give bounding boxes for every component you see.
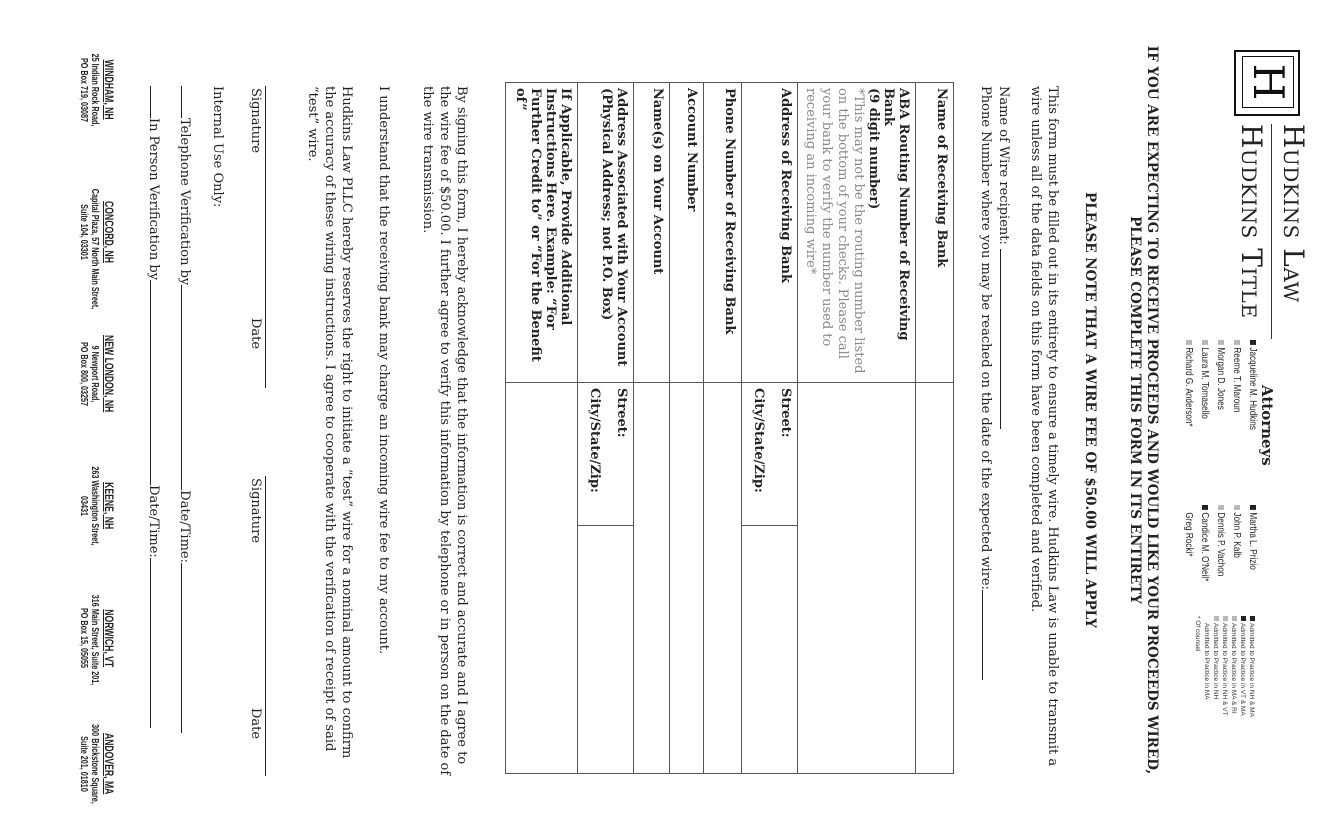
bank-city-label: City/State/Zip: [751,388,766,493]
in-person-datetime-label: Date/Time: [146,485,161,558]
logo-letter: H [1242,56,1294,108]
admission-marker-icon [1234,340,1240,345]
office-street: Capital Plaza, 57 North Main Street, [89,188,100,310]
table-row [670,83,704,774]
in-person-verify-lead-blank[interactable] [150,86,163,118]
test-wire-paragraph: Hudkins Law PLLC hereby reserves the right to initiate a “test” wire for a nominal amount to confirm the accuracy of these wiring instructions. I agree to cooperate with the verification of receipt of said “test” wire. [305,86,354,759]
telephone-datetime-label: Date/Time: [177,490,192,563]
attorney-entry [1180,340,1196,430]
attorney-entry [1196,340,1212,430]
attorney-name: Morgan D. Jones [1215,347,1226,410]
attorney-entry [1196,505,1212,581]
attorney-entry [1212,340,1228,430]
wire-fee-notice: PLEASE NOTE THAT A WIRE FEE OF $50.00 WILL APPLY [1082,192,1098,628]
admission-marker-icon [1186,505,1192,510]
office-concord [78,172,118,310]
form-title-line-1: IF YOU ARE EXPECTING TO RECEIVE PROCEEDS AND WOULD LIKE YOUR PROCEEDS WIRED, [1144,45,1160,775]
account-address-cell[interactable] [578,526,634,774]
attorney-name: Jacqueline M. Hudkins [1247,347,1258,430]
in-person-verification-row [146,86,163,728]
office-po: Suite 104, 03301 [78,204,89,260]
admission-text: Admitted to Practice in VT & MA [1239,623,1246,716]
admission-entry [1229,616,1238,717]
office-city: CONCORD, NH [102,201,116,263]
in-person-verify-label: In Person Verification by [146,118,161,281]
admission-text: * Of counsel [1194,616,1201,652]
office-keene [78,446,118,566]
account-number-cell[interactable] [670,383,704,774]
office-po: 03431 [78,495,89,517]
table-row [634,83,670,774]
office-city: ANDOVER, MA [102,733,116,795]
attorney-name: Candice M. O'Neil* [1199,512,1210,582]
wire-details-table [505,82,954,774]
admission-marker-icon [1218,505,1224,510]
names-on-account-label: Name(s) on Your Account [634,83,670,383]
admission-marker-icon [1250,505,1256,510]
in-person-verify-blank[interactable] [150,280,163,485]
admission-entry [1211,616,1220,717]
attorney-name: Reeme T. Maroun [1231,347,1242,413]
additional-instructions-cell[interactable] [506,383,578,774]
attorney-name: John P. Kalb [1231,512,1242,558]
admission-text: Admitted to Practice in NH & VT [1221,623,1228,716]
bank-phone-label: Phone Number of Receiving Bank [704,83,742,383]
admission-marker-icon [1250,340,1256,345]
table-row [578,83,634,774]
receiving-fee-paragraph: I understand that the receiving bank may charge an incoming wire fee to my account. [376,86,391,655]
in-person-datetime-blank[interactable] [150,558,163,728]
admission-entry [1193,616,1202,717]
aba-routing-label [798,83,916,383]
acknowledgement-paragraph: By signing this form, I hereby acknowledge that the information is correct and accurate and I agree to the wire fee of $50.00. I further agree to verify this information by telephone or in person on the date of the wire transmission. [420,86,469,776]
table-row [704,83,742,774]
brand-name-law: Hudkins Law [1277,124,1310,303]
admission-text: Admitted to Practice in NH [1212,623,1219,700]
attorney-entry [1180,505,1196,581]
table-row [742,83,798,774]
attorney-entry [1244,505,1260,581]
aba-routing-cell[interactable] [798,383,916,774]
office-street: 9 Newport Road, [89,345,100,403]
admission-marker-icon [1241,616,1246,621]
form-title [1126,10,1160,810]
attorneys-list-right [1180,505,1260,581]
admission-marker-icon [1223,616,1228,621]
attorney-name: Richard G. Anderson* [1183,347,1194,427]
attorney-name: Martha L. Prizio [1247,512,1258,570]
office-street: 300 Brickstone Square, [89,724,100,804]
admission-marker-icon [1202,340,1208,345]
account-city-label: City/State/Zip: [587,388,602,493]
office-po: PO Box 15, 05055 [78,607,89,669]
attorney-name: Dennis P. Vachon [1215,512,1226,577]
recipient-blank[interactable] [1000,249,1013,429]
admission-marker-icon [1232,616,1237,621]
office-po: PO Box 719, 03087 [78,57,89,123]
telephone-verification-row [177,86,194,733]
table-row [916,83,954,774]
signature-line-2[interactable] [265,476,266,776]
phone-label: Phone Number where you may be reached on the date of the expected wire: [978,86,993,590]
admission-entry [1220,616,1229,717]
bank-address-subfields [742,383,798,526]
office-po: PO Box 800, 03257 [78,341,89,407]
receiving-bank-label: Name of Receiving Bank [916,83,954,383]
account-address-subfields [578,383,634,526]
office-city: KEENE, NH [102,482,116,530]
aba-digits: (9 digit number) [866,88,881,210]
admission-marker-icon [1214,616,1219,621]
aba-hint: *This may not be the routing number listed on the bottom of your checks. Please call your bank to verify the number used to receiving an incoming wire* [803,88,866,374]
brand-divider [1271,124,1272,339]
telephone-verify-label: Telephone Verification by [177,118,192,286]
table-row [798,83,916,774]
date-label-1: Date [248,318,263,350]
admission-text: Admitted to Practice in MA [1203,623,1210,700]
recipient-field [996,86,1013,776]
admission-marker-icon [1250,616,1255,621]
account-number-label: Account Number [670,83,704,383]
attorney-name: Laura M. Tomasello [1199,347,1210,419]
attorney-name: Greg Rocki* [1183,512,1194,557]
office-city: NEW LONDON, NH [102,335,116,413]
bank-address-cell[interactable] [742,526,798,774]
office-city: WINDHAM, NH [102,59,116,120]
account-address-label: Address Associated with Your Account (Physical Address; not P.O. Box) [578,83,634,383]
office-po: Suite 201, 01810 [78,736,89,792]
brand-name-title: Hudkins Title [1235,124,1268,319]
office-street: 316 Main Street, Suite 201, [89,594,100,686]
admission-entry [1247,616,1256,717]
office-andover [78,704,118,816]
admissions-legend [1193,616,1256,717]
office-city: NORWICH, VT [102,609,116,667]
attorney-entry [1244,340,1260,430]
internal-use-heading: Internal Use Only: [210,86,225,208]
signature-line-1[interactable] [265,86,266,388]
telephone-verify-lead-blank[interactable] [181,86,194,118]
bank-address-label: Address of Receiving Bank [742,83,798,383]
form-title-line-2: PLEASE COMPLETE THIS FORM IN ITS ENTIRETY [1127,216,1143,604]
attorneys-list-left [1180,340,1260,430]
office-windham [78,30,118,150]
office-street: 263 Washington Street, [89,466,100,546]
additional-instructions-label: If Applicable, Provide Additional Instructions Here. Example: “For Further Credit to” or “For the Benefit of” [506,83,578,383]
admission-marker-icon [1218,340,1224,345]
phone-field [978,86,995,776]
attorney-entry [1228,505,1244,581]
attorney-entry [1212,505,1228,581]
bank-phone-cell[interactable] [704,383,742,774]
admission-entry [1202,616,1211,717]
recipient-label: Name of Wire recipient: [996,86,1011,245]
table-row [506,83,578,774]
attorney-entry [1228,340,1244,430]
phone-blank[interactable] [982,590,995,680]
telephone-datetime-blank[interactable] [181,563,194,733]
bank-street-label: Street: [778,388,793,438]
receiving-bank-cell[interactable] [916,383,954,774]
admission-text: Admitted to Practice in NH & MA [1248,623,1255,717]
admission-marker-icon [1202,505,1208,510]
office-new-london [78,314,118,434]
intro-paragraph: This form must be filled out in its entirety to ensure a timely wire. Hudkins Law is unable to transmit a wire unless all of the data fields on this form have been completed and verified. [1028,86,1060,767]
admission-entry [1238,616,1247,717]
names-on-account-cell[interactable] [634,383,670,774]
signature-label-1: Signature [248,88,263,154]
date-label-2: Date [248,708,263,740]
logo-mark [1234,50,1300,116]
admission-marker-icon [1234,505,1240,510]
signature-label-2: Signature [248,478,263,544]
telephone-verify-blank[interactable] [181,285,194,490]
office-street: 25 Indian Rock Road, [89,53,100,127]
admission-marker-icon [1205,616,1210,621]
office-norwich [78,578,118,698]
admission-text: Admitted to Practice in MA & RI [1230,623,1237,714]
account-street-label: Street: [614,388,629,438]
attorneys-heading: Attorneys [1258,385,1276,466]
admission-marker-icon [1186,340,1192,345]
aba-title: ABA Routing Number of Receiving Bank [881,88,911,341]
